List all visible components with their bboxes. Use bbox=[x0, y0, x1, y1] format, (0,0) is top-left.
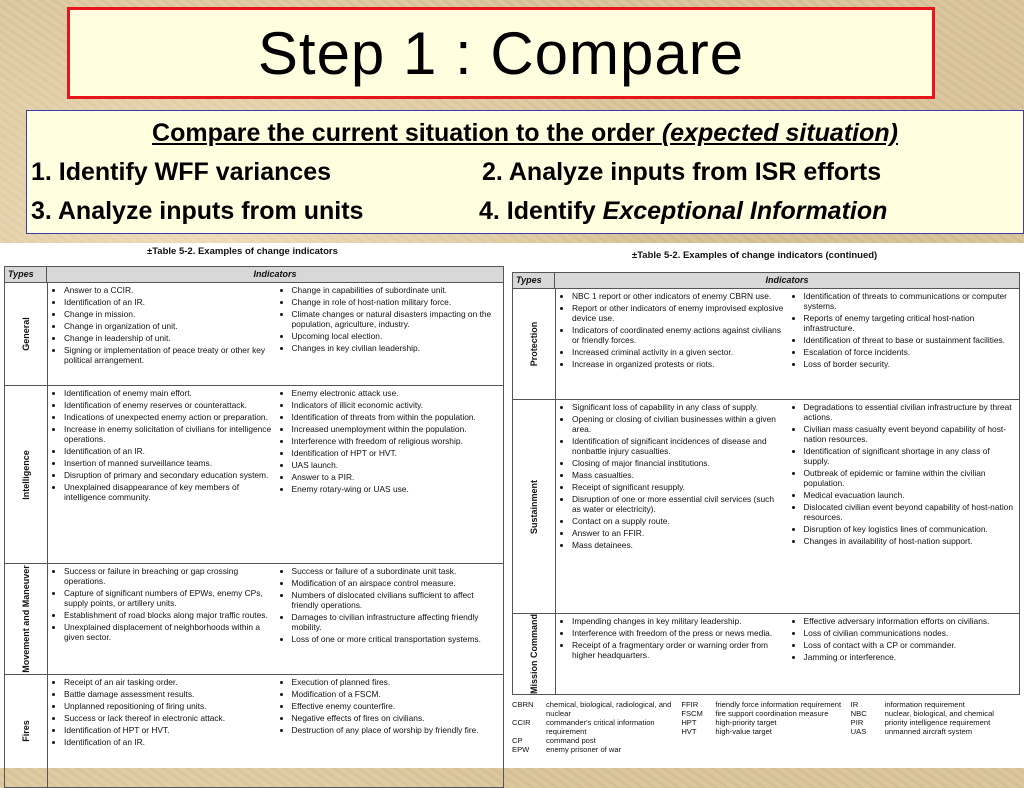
indicator-item: • Escalation of force incidents. bbox=[804, 347, 1016, 357]
abbreviation-entry bbox=[851, 718, 1020, 727]
change-indicators-table-left bbox=[4, 266, 504, 788]
abbreviation-column bbox=[851, 700, 1020, 754]
indicator-item: • Climate changes or natural disasters impacting on the population, agriculture, industry. bbox=[292, 309, 500, 329]
table-row bbox=[5, 564, 503, 675]
indicator-item: • Significant loss of capability in any class of supply. bbox=[572, 402, 784, 412]
change-indicators-table-right bbox=[512, 272, 1020, 695]
summary-item-2: 2. Analyze inputs from ISR efforts bbox=[482, 158, 882, 186]
indicator-item: • Reports of enemy targeting critical host-nation infrastructure. bbox=[804, 313, 1016, 333]
document-page-left bbox=[0, 243, 508, 768]
abbreviation-key: CCIR bbox=[512, 718, 531, 727]
indicator-item: • Interference with freedom of the press or news media. bbox=[572, 628, 784, 638]
row-type-label: General bbox=[21, 317, 31, 351]
indicator-item: • Disruption of primary and secondary education system. bbox=[64, 470, 272, 480]
indicator-item: • Enemy electronic attack use. bbox=[292, 388, 500, 398]
indicator-item: • Disruption of key logistics lines of communication. bbox=[804, 524, 1016, 534]
indicator-item: • Effective enemy counterfire. bbox=[292, 701, 500, 711]
header-types: Types bbox=[5, 267, 47, 282]
indicator-column bbox=[556, 616, 788, 692]
indicator-item: • Change in organization of unit. bbox=[64, 321, 272, 331]
indicator-item: • Identification of significant incidences of disease and nonbattle injury casualties. bbox=[572, 436, 784, 456]
abbreviation-meaning: high-value target bbox=[715, 727, 772, 736]
indicator-item: • Increase in enemy solicitation of civilians for intelligence operations. bbox=[64, 424, 272, 444]
table-row bbox=[5, 675, 503, 787]
abbreviation-meaning: commander's critical information requirement bbox=[546, 718, 655, 736]
abbreviation-key: HPT bbox=[681, 718, 697, 727]
abbreviation-meaning: information requirement bbox=[884, 700, 965, 709]
indicator-item: • Signing or implementation of peace treaty or other key political arrangement. bbox=[64, 345, 272, 365]
abbreviation-column bbox=[512, 700, 681, 754]
indicator-item: • Identification of an IR. bbox=[64, 737, 272, 747]
indicator-item: • Negative effects of fires on civilians. bbox=[292, 713, 500, 723]
summary-item-3: 3. Analyze inputs from units bbox=[31, 197, 364, 225]
indicator-item: • Unplanned repositioning of firing units. bbox=[64, 701, 272, 711]
indicator-item: • Effective adversary information efforts on civilians. bbox=[804, 616, 1016, 626]
indicator-column bbox=[788, 402, 1020, 611]
table-row bbox=[513, 400, 1019, 614]
indicator-item: • Changes in key civilian leadership. bbox=[292, 343, 500, 353]
indicator-column bbox=[556, 291, 788, 397]
abbreviation-entry bbox=[851, 700, 1020, 709]
indicator-column bbox=[788, 616, 1020, 692]
indicator-item: • Change in leadership of unit. bbox=[64, 333, 272, 343]
row-type-cell bbox=[5, 675, 48, 787]
abbreviation-meaning: high-priority target bbox=[715, 718, 777, 727]
indicator-item: • Answer to a PIR. bbox=[292, 472, 500, 482]
row-type-cell bbox=[513, 289, 556, 399]
indicator-column bbox=[556, 402, 788, 611]
indicator-item: • Receipt of significant resupply. bbox=[572, 482, 784, 492]
indicator-column bbox=[48, 285, 276, 383]
summary-item-4 bbox=[479, 197, 887, 226]
indicator-item: • Increase in organized protests or riots. bbox=[572, 359, 784, 369]
table-row bbox=[513, 289, 1019, 400]
table-row bbox=[5, 386, 503, 564]
abbreviation-entry bbox=[512, 736, 681, 745]
abbreviation-key: PIR bbox=[850, 718, 864, 727]
indicator-item: • Identification of threat to base or sustainment facilities. bbox=[804, 335, 1016, 345]
indicator-item: • Answer to an FFIR. bbox=[572, 528, 784, 538]
row-type-label: Sustainment bbox=[529, 479, 539, 534]
indicator-item: • Disruption of one or more essential civil services (such as water or electricity). bbox=[572, 494, 784, 514]
indicator-item: • Change in capabilities of subordinate unit. bbox=[292, 285, 500, 295]
indicator-item: • Increased criminal activity in a given sector. bbox=[572, 347, 784, 357]
abbreviation-meaning: unmanned aircraft system bbox=[884, 727, 973, 736]
indicator-item: • Insertion of manned surveillance teams. bbox=[64, 458, 272, 468]
indicator-item: • Change in mission. bbox=[64, 309, 272, 319]
indicator-column bbox=[48, 388, 276, 561]
header-types: Types bbox=[513, 273, 555, 288]
header-indicators: Indicators bbox=[765, 275, 809, 285]
indicator-item: • Damages to civilian infrastructure affecting friendly mobility. bbox=[292, 612, 500, 632]
table-caption-right: ±Table 5-2. Examples of change indicators (continued) bbox=[632, 250, 878, 261]
indicator-item: • Contact on a supply route. bbox=[572, 516, 784, 526]
indicator-item: • Receipt of an air tasking order. bbox=[64, 677, 272, 687]
indicator-item: • Enemy rotary-wing or UAS use. bbox=[292, 484, 500, 494]
indicator-item: • Jamming or interference. bbox=[804, 652, 1016, 662]
slide-title: Step 1 : Compare bbox=[257, 19, 745, 87]
document-page-right bbox=[508, 243, 1024, 768]
abbreviation-column bbox=[681, 700, 850, 754]
abbreviation-entry bbox=[851, 709, 1020, 718]
indicator-item: • Unexplained displacement of neighborhoods within a given sector. bbox=[64, 622, 272, 642]
row-type-cell bbox=[5, 283, 48, 385]
summary-box bbox=[26, 110, 1024, 234]
indicator-item: • Identification of threats to communications or computer systems. bbox=[804, 291, 1016, 311]
indicator-item: • Upcoming local election. bbox=[292, 331, 500, 341]
summary-heading-italic: (expected situation) bbox=[661, 119, 898, 147]
table-row bbox=[5, 283, 503, 386]
indicator-item: • NBC 1 report or other indicators of enemy CBRN use. bbox=[572, 291, 784, 301]
abbreviation-key: IR bbox=[850, 700, 859, 709]
abbreviation-meaning: fire support coordination measure bbox=[715, 709, 829, 718]
abbreviation-meaning: command post bbox=[546, 736, 596, 745]
abbreviation-entry bbox=[851, 727, 1020, 736]
abbreviation-key: FSCM bbox=[681, 709, 703, 718]
summary-heading bbox=[27, 119, 1023, 148]
row-type-label: Protection bbox=[529, 321, 539, 367]
row-type-cell bbox=[513, 400, 556, 613]
indicator-item: • Outbreak of epidemic or famine within the civilian population. bbox=[804, 468, 1016, 488]
abbreviation-key: EPW bbox=[512, 745, 530, 754]
indicator-item: • Identification of threats from within the population. bbox=[292, 412, 500, 422]
indicator-column bbox=[48, 677, 276, 785]
indicator-item: • Loss of one or more critical transportation systems. bbox=[292, 634, 500, 644]
abbreviation-key: CP bbox=[512, 736, 523, 745]
indicator-column bbox=[48, 566, 276, 672]
summary-item-4-italic: Exceptional Information bbox=[602, 197, 888, 225]
abbreviation-key: HVT bbox=[681, 727, 697, 736]
abbreviation-meaning: chemical, biological, radiological, and nuclear bbox=[546, 700, 672, 718]
indicator-item: • Numbers of dislocated civilians sufficient to affect friendly operations. bbox=[292, 590, 500, 610]
row-type-cell bbox=[513, 614, 556, 694]
indicator-item: • Report or other indicators of enemy improvised explosive device use. bbox=[572, 303, 784, 323]
abbreviation-entry bbox=[681, 709, 850, 718]
header-indicators: Indicators bbox=[253, 269, 297, 279]
abbreviation-entry bbox=[681, 727, 850, 736]
indicator-column bbox=[276, 388, 504, 561]
indicator-item: • Change in role of host-nation military force. bbox=[292, 297, 500, 307]
indicator-column bbox=[276, 677, 504, 785]
abbreviation-entry bbox=[681, 718, 850, 727]
indicator-item: • Success or lack thereof in electronic attack. bbox=[64, 713, 272, 723]
abbreviation-entry bbox=[512, 745, 681, 754]
abbreviation-meaning: friendly force information requirement bbox=[715, 700, 842, 709]
indicator-item: • Identification of an IR. bbox=[64, 446, 272, 456]
abbreviation-meaning: priority intelligence requirement bbox=[884, 718, 991, 727]
indicator-item: • Impending changes in key military leadership. bbox=[572, 616, 784, 626]
indicator-item: • Receipt of a fragmentary order or warning order from higher headquarters. bbox=[572, 640, 784, 660]
indicator-item: • Identification of HPT or HVT. bbox=[64, 725, 272, 735]
indicator-item: • Capture of significant numbers of EPWs, enemy CPs, supply points, or artillery units. bbox=[64, 588, 272, 608]
abbreviation-meaning: nuclear, biological, and chemical bbox=[884, 709, 994, 718]
indicator-column bbox=[276, 285, 504, 383]
abbreviation-meaning: enemy prisoner of war bbox=[546, 745, 622, 754]
indicator-item: • Modification of an airspace control measure. bbox=[292, 578, 500, 588]
indicator-item: • Identification of enemy reserves or counterattack. bbox=[64, 400, 272, 410]
indicator-item: • Civilian mass casualty event beyond capability of host-nation resources. bbox=[804, 424, 1016, 444]
indicator-item: • Battle damage assessment results. bbox=[64, 689, 272, 699]
indicator-item: • Loss of contact with a CP or commander. bbox=[804, 640, 1016, 650]
row-type-label: Movement and Maneuver bbox=[21, 565, 31, 673]
abbreviations-list bbox=[512, 700, 1020, 754]
indicator-item: • Loss of civilian communications nodes. bbox=[804, 628, 1016, 638]
row-type-label: Mission Command bbox=[529, 613, 539, 695]
indicator-item: • Medical evacuation launch. bbox=[804, 490, 1016, 500]
abbreviation-entry bbox=[512, 718, 681, 736]
indicator-column bbox=[788, 291, 1020, 397]
indicator-item: • Establishment of road blocks along major traffic routes. bbox=[64, 610, 272, 620]
indicator-item: • Changes in availability of host-nation support. bbox=[804, 536, 1016, 546]
indicator-item: • Answer to a CCIR. bbox=[64, 285, 272, 295]
abbreviation-entry bbox=[681, 700, 850, 709]
indicator-item: • Identification of an IR. bbox=[64, 297, 272, 307]
indicator-item: • Increased unemployment within the population. bbox=[292, 424, 500, 434]
indicator-item: • Modification of a FSCM. bbox=[292, 689, 500, 699]
title-box bbox=[67, 7, 935, 99]
row-type-label: Intelligence bbox=[21, 449, 31, 500]
table-row bbox=[513, 614, 1019, 694]
indicator-column bbox=[276, 566, 504, 672]
summary-heading-text: Compare the current situation to the order bbox=[152, 119, 662, 147]
indicator-item: • Mass casualties. bbox=[572, 470, 784, 480]
indicator-item: • Interference with freedom of religious worship. bbox=[292, 436, 500, 446]
indicator-item: • Loss of border security. bbox=[804, 359, 1016, 369]
indicator-item: • Dislocated civilian event beyond capability of host-nation resources. bbox=[804, 502, 1016, 522]
indicator-item: • Indications of unexpected enemy action or preparation. bbox=[64, 412, 272, 422]
indicator-item: • Unexplained disappearance of key members of intelligence community. bbox=[64, 482, 272, 502]
indicator-item: • Closing of major financial institutions. bbox=[572, 458, 784, 468]
indicator-item: • Success or failure in breaching or gap crossing operations. bbox=[64, 566, 272, 586]
abbreviation-key: NBC bbox=[850, 709, 867, 718]
indicator-item: • Opening or closing of civilian businesses within a given area. bbox=[572, 414, 784, 434]
summary-item-1: 1. Identify WFF variances bbox=[31, 158, 332, 186]
indicator-item: • Execution of planned fires. bbox=[292, 677, 500, 687]
row-type-label: Fires bbox=[21, 720, 31, 742]
summary-item-4-prefix: 4. Identify bbox=[479, 197, 603, 225]
indicator-item: • Degradations to essential civilian infrastructure by threat actions. bbox=[804, 402, 1016, 422]
table-header bbox=[513, 273, 1019, 289]
indicator-item: • Identification of enemy main effort. bbox=[64, 388, 272, 398]
abbreviation-key: FFIR bbox=[681, 700, 699, 709]
indicator-item: • Destruction of any place of worship by friendly fire. bbox=[292, 725, 500, 735]
indicator-item: • Success or failure of a subordinate unit task. bbox=[292, 566, 500, 576]
indicator-item: • UAS launch. bbox=[292, 460, 500, 470]
table-caption-left: ±Table 5-2. Examples of change indicators bbox=[147, 246, 338, 257]
abbreviation-key: UAS bbox=[850, 727, 867, 736]
indicator-item: • Indicators of illicit economic activity. bbox=[292, 400, 500, 410]
row-type-cell bbox=[5, 386, 48, 563]
row-type-cell bbox=[5, 564, 48, 674]
table-header bbox=[5, 267, 503, 283]
indicator-item: • Identification of HPT or HVT. bbox=[292, 448, 500, 458]
indicator-item: • Identification of significant shortage in any class of supply. bbox=[804, 446, 1016, 466]
indicator-item: • Mass detainees. bbox=[572, 540, 784, 550]
indicator-item: • Indicators of coordinated enemy actions against civilians or friendly forces. bbox=[572, 325, 784, 345]
abbreviation-entry bbox=[512, 700, 681, 718]
abbreviation-key: CBRN bbox=[512, 700, 534, 709]
